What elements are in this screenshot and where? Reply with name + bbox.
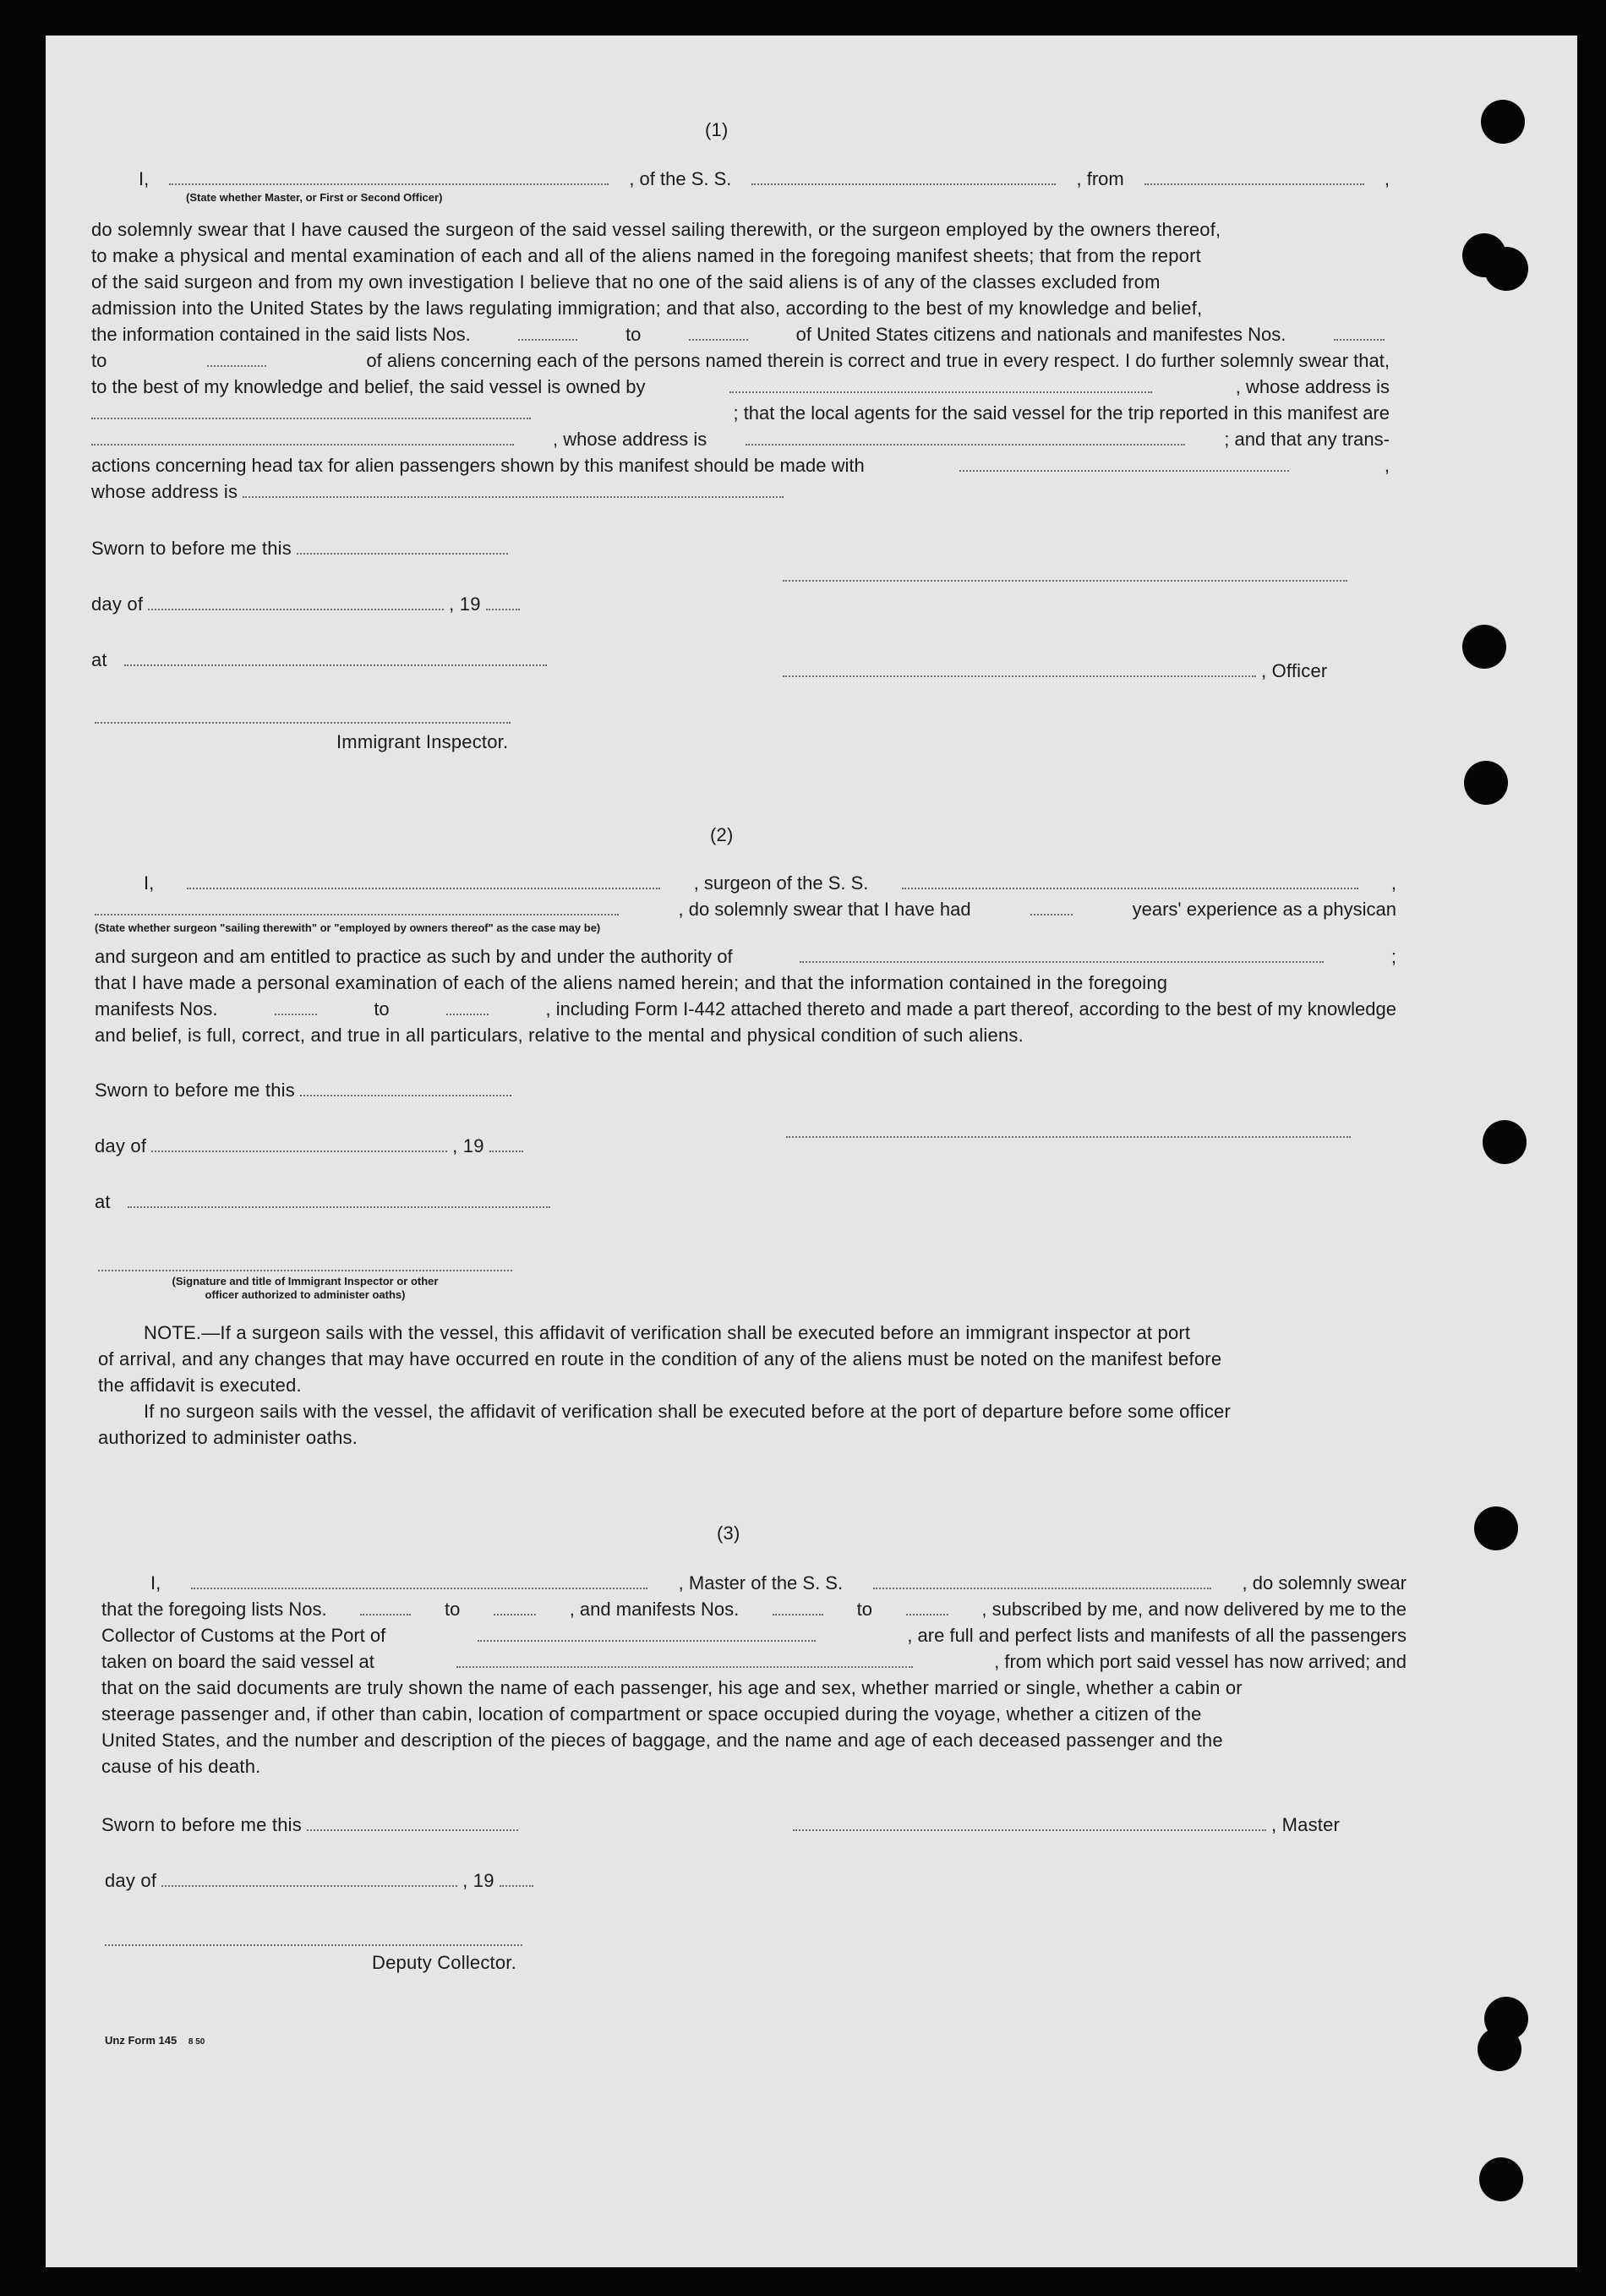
deputy-label: Deputy Collector. <box>372 1952 516 1973</box>
agents-address-field[interactable] <box>746 444 1185 446</box>
officer-label: , Officer <box>783 658 1327 684</box>
paragraph-line: cause of his death. <box>101 1756 261 1777</box>
surgeon-manifests-to-field[interactable] <box>446 1014 489 1015</box>
sworn-label: Sworn to before me this <box>95 1077 516 1103</box>
master-label: , Master <box>793 1812 1340 1838</box>
officer-note: (State whether Master, or First or Second Officer) <box>186 191 443 204</box>
surgeon-manifests-from-field[interactable] <box>275 1014 317 1015</box>
note-line: of arrival, and any changes that may have occurred en route in the condition of any of the aliens must be noted on the manifest before <box>98 1348 1222 1369</box>
section1-line9: , whose address is ; and that any trans- <box>91 426 1390 452</box>
sworn-date-field[interactable] <box>297 553 508 555</box>
surgeon-witness-signature-line[interactable] <box>98 1270 512 1271</box>
binder-hole <box>1462 625 1506 669</box>
section1-line6: to of aliens concerning each of the persons named therein is correct and true in every respect. I do further solemnly swear that, <box>91 350 1390 371</box>
years-field[interactable] <box>1030 914 1073 916</box>
master-signature-field[interactable] <box>793 1829 1266 1831</box>
day-of-label: day of , 19 <box>105 1867 538 1894</box>
binder-hole <box>1478 2027 1521 2071</box>
day-of-field[interactable] <box>161 1885 457 1887</box>
paragraph-line: that I have made a personal examination of each of the aliens named herein; and that the information contained in the foregoing <box>95 972 1168 993</box>
paragraph-line: do solemnly swear that I have caused the surgeon of the said vessel sailing therewith, or the surgeon employed by the owners thereof, <box>91 219 1221 240</box>
section-number: (1) <box>705 119 729 140</box>
at-label: at <box>91 647 552 673</box>
master3-lists-to-field[interactable] <box>494 1614 536 1615</box>
binder-hole <box>1481 100 1525 144</box>
sworn-label: Sworn to before me this <box>91 535 513 561</box>
section2-line1: I, , surgeon of the S. S. , <box>144 872 1396 894</box>
paragraph-line: that on the said documents are truly shown the name of each passenger, his age and sex, whether married or single, whether a cabin or <box>101 1677 1243 1698</box>
surgeon-note: (State whether surgeon "sailing therewith" or "employed by owners thereof" as the case may be) <box>95 921 601 934</box>
lists-from-field[interactable] <box>518 339 577 341</box>
paragraph-line: and belief, is full, correct, and true in all particulars, relative to the mental and physical condition of such aliens. <box>95 1025 1024 1046</box>
whose-address-label: whose address is <box>91 478 789 505</box>
at-label: at <box>95 1189 555 1215</box>
form-page <box>46 36 1577 2267</box>
master-signature-line[interactable] <box>783 580 1347 582</box>
owner-field[interactable] <box>729 391 1152 393</box>
section1-line8: ; that the local agents for the said vessel for the trip reported in this manifest are <box>91 400 1390 426</box>
note-line: If no surgeon sails with the vessel, the affidavit of verification shall be executed before at the port of departure before some officer <box>144 1401 1232 1422</box>
section2-line2: , do solemnly swear that I have had years' experience as a physican <box>95 896 1396 922</box>
manifests-to-field[interactable] <box>207 365 266 367</box>
deputy-signature-line[interactable] <box>105 1944 522 1946</box>
paragraph-line: admission into the United States by the laws regulating immigration; and that also, according to the best of my knowledge and belief, <box>91 298 1203 319</box>
inspector-signature-line[interactable] <box>95 722 511 724</box>
binder-hole <box>1479 2157 1523 2201</box>
surgeon-type-field[interactable] <box>95 914 619 916</box>
note-line: NOTE.—If a surgeon sails with the vessel, this affidavit of verification shall be executed before an immigrant inspector at port <box>144 1322 1191 1343</box>
owner-address-field[interactable] <box>91 418 531 419</box>
sworn-date-field[interactable] <box>300 1095 511 1096</box>
section3-line4: taken on board the said vessel at , from which port said vessel has now arrived; and <box>101 1651 1407 1672</box>
section3-line2: that the foregoing lists Nos. to , and manifests Nos. to , subscribed by me, and now delivered by me to the <box>101 1599 1407 1620</box>
boarding-port-field[interactable] <box>456 1666 913 1668</box>
master3-lists-from-field[interactable] <box>360 1614 411 1615</box>
section3-line1: I, , Master of the S. S. , do solemnly swear <box>150 1572 1407 1594</box>
surgeon-name-field[interactable] <box>187 888 660 889</box>
year-field[interactable] <box>489 1151 523 1152</box>
master3-manifests-from-field[interactable] <box>773 1614 823 1615</box>
binder-hole <box>1484 247 1528 291</box>
binder-hole <box>1464 761 1508 805</box>
agents-field[interactable] <box>91 444 514 446</box>
paragraph-line: steerage passenger and, if other than cabin, location of compartment or space occupied during the voyage, whether a citizen of the <box>101 1703 1202 1725</box>
day-of-label: day of , 19 <box>91 591 525 617</box>
paragraph-line: of the said surgeon and from my own investigation I believe that no one of the said aliens is of any of the classes excluded from <box>91 271 1161 292</box>
year-field[interactable] <box>500 1885 533 1887</box>
note-line: the affidavit is executed. <box>98 1375 302 1396</box>
manifests-from-field[interactable] <box>1334 339 1385 341</box>
authority-field[interactable] <box>800 961 1324 963</box>
master3-manifests-to-field[interactable] <box>906 1614 948 1615</box>
paragraph-line: to make a physical and mental examination of each and all of the aliens named in the foregoing manifest sheets; that from the report <box>91 245 1201 266</box>
paragraph-line: United States, and the number and description of the pieces of baggage, and the name and age of each deceased passenger and the <box>101 1730 1223 1751</box>
section2-line5: manifests Nos. to , including Form I-442 attached thereto and made a part thereof, according to the best of my knowledge <box>95 998 1396 1020</box>
at-field[interactable] <box>128 1206 550 1208</box>
section2-line3: and surgeon and am entitled to practice as such by and under the authority of ; <box>95 946 1396 967</box>
section1-line7: to the best of my knowledge and belief, the said vessel is owned by , whose address is <box>91 376 1390 397</box>
officer-signature-field[interactable] <box>783 675 1256 677</box>
section-number: (3) <box>717 1522 740 1544</box>
binder-hole <box>1483 1120 1527 1164</box>
day-of-field[interactable] <box>151 1151 447 1152</box>
master3-name-field[interactable] <box>191 1588 647 1589</box>
lists-to-field[interactable] <box>689 339 748 341</box>
surgeon-vessel-field[interactable] <box>902 888 1358 889</box>
at-field[interactable] <box>124 664 547 666</box>
section-number: (2) <box>710 824 734 845</box>
day-of-label: day of , 19 <box>95 1133 528 1159</box>
note-line: authorized to administer oaths. <box>98 1427 358 1448</box>
binder-hole <box>1474 1506 1518 1550</box>
section1-line5: the information contained in the said lists Nos. to of United States citizens and nationals and manifestes Nos. <box>91 321 1390 347</box>
day-of-field[interactable] <box>148 609 444 610</box>
form-number: Unz Form 145 8 50 <box>105 2034 205 2047</box>
head-tax-address-field[interactable] <box>243 496 784 498</box>
from-port-field[interactable] <box>1144 183 1364 185</box>
master-name-field[interactable] <box>169 183 609 185</box>
customs-port-field[interactable] <box>478 1640 816 1642</box>
sworn-label: Sworn to before me this <box>101 1812 523 1838</box>
master3-vessel-field[interactable] <box>873 1588 1211 1589</box>
signature-note: (Signature and title of Immigrant Inspector or other officer authorized to administer oaths) <box>172 1275 439 1301</box>
inspector-label: Immigrant Inspector. <box>336 731 509 752</box>
section3-line3: Collector of Customs at the Port of , are full and perfect lists and manifests of all the passengers <box>101 1625 1407 1646</box>
head-tax-field[interactable] <box>959 470 1289 472</box>
section1-line1: I, , of the S. S. , from , <box>139 168 1390 189</box>
year-field[interactable] <box>486 609 520 610</box>
sworn-date-field[interactable] <box>307 1829 518 1831</box>
vessel-name-field[interactable] <box>751 183 1056 185</box>
section1-line10: actions concerning head tax for alien passengers shown by this manifest should be made with , <box>91 455 1390 476</box>
surgeon-signature-line[interactable] <box>786 1136 1351 1138</box>
